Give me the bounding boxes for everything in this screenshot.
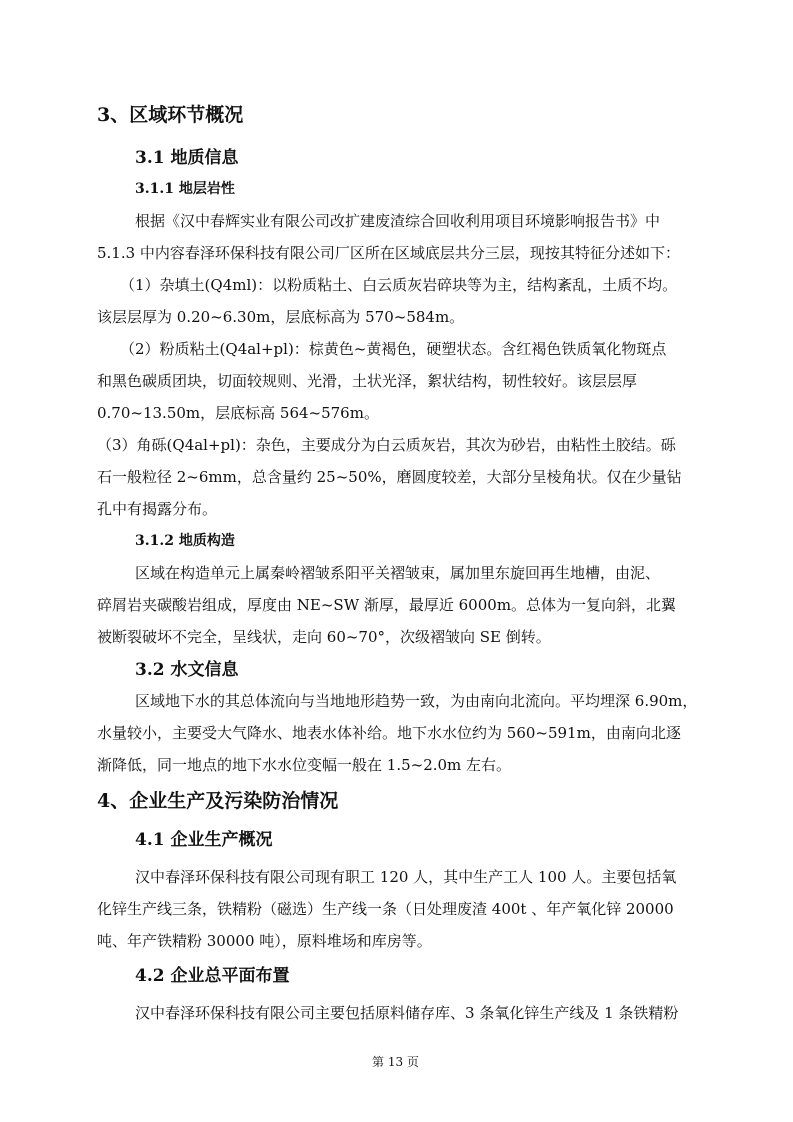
paragraph-line: 该层层厚为 0.20~6.30m，层底标高为 570~584m。 (97, 308, 465, 326)
paragraph-line: 石一般粒径 2~6mm，总含量约 25~50%，磨圆度较差，大部分呈棱角状。仅在少量钻 (97, 468, 682, 486)
section-4-2-heading: 4.2 企业总平面布置 (135, 966, 290, 986)
section-4-1-heading: 4.1 企业生产概况 (135, 830, 273, 850)
paragraph-line: 和黑色碳质团块，切面较规则、光滑，土状光泽，絮状结构，韧性较好。该层层厚 (97, 372, 638, 390)
paragraph-line: 汉中春泽环保科技有限公司现有职工 120 人，其中生产工人 100 人。主要包括氧 (135, 868, 677, 886)
paragraph-line: 根据《汉中春辉实业有限公司改扩建废渣综合回收利用项目环境影响报告书》中 (135, 212, 661, 230)
paragraph-line: 化锌生产线三条，铁精粉（磁选）生产线一条（日处理废渣 400t 、年产氧化锌 20000 (97, 900, 674, 918)
paragraph-line: 水量较小，主要受大气降水、地表水体补给。地下水水位约为 560~591m，由南向北逐 (97, 724, 681, 742)
section-3-1-heading: 3.1 地质信息 (135, 148, 239, 168)
paragraph-line: 孔中有揭露分布。 (97, 500, 218, 518)
paragraph-line: 0.70~13.50m，层底标高 564~576m。 (97, 404, 379, 422)
section-3-1-1-heading: 3.1.1 地层岩性 (135, 181, 235, 197)
paragraph-line: （2）粉质粘土(Q4al+pl)：棕黄色~黄褐色，硬塑状态。含红褐色铁质氧化物斑点 (120, 340, 667, 358)
section-3-heading: 3、区域环节概况 (97, 104, 244, 126)
paragraph-line: 渐降低，同一地点的地下水水位变幅一般在 1.5~2.0m 左右。 (97, 756, 512, 774)
paragraph-line: （1）杂填土(Q4ml)：以粉质粘土、白云质灰岩碎块等为主，结构紊乱，土质不均。 (120, 276, 678, 294)
paragraph-line: 区域地下水的其总体流向与当地地形趋势一致，为由南向北流向。平均埋深 6.90m， (135, 692, 698, 710)
paragraph-line: 碎屑岩夹碳酸岩组成，厚度由 NE~SW 渐厚，最厚近 6000m。总体为一复向斜，北翼 (97, 596, 677, 614)
paragraph-line: 吨、年产铁精粉 30000 吨），原料堆场和库房等。 (97, 932, 432, 950)
page-number: 第 13 页 (372, 1055, 419, 1069)
paragraph-line: （3）角砾(Q4al+pl)：杂色，主要成分为白云质灰岩，其次为砂岩，由粘性土胶结。砾 (97, 436, 676, 454)
paragraph-line: 区域在构造单元上属秦岭褶皱系阳平关褶皱束，属加里东旋回再生地槽，由泥、 (135, 564, 661, 582)
paragraph-line: 被断裂破坏不完全，呈线状，走向 60~70°，次级褶皱向 SE 倒转。 (97, 628, 551, 646)
paragraph-line: 汉中春泽环保科技有限公司主要包括原料储存库、3 条氧化锌生产线及 1 条铁精粉 (135, 1004, 679, 1022)
section-3-2-heading: 3.2 水文信息 (135, 660, 239, 680)
paragraph-line: 5.1.3 中内容春泽环保科技有限公司厂区所在区域底层共分三层，现按其特征分述如下： (97, 244, 680, 262)
section-3-1-2-heading: 3.1.2 地质构造 (135, 533, 235, 549)
section-4-heading: 4、企业生产及污染防治情况 (97, 790, 339, 812)
